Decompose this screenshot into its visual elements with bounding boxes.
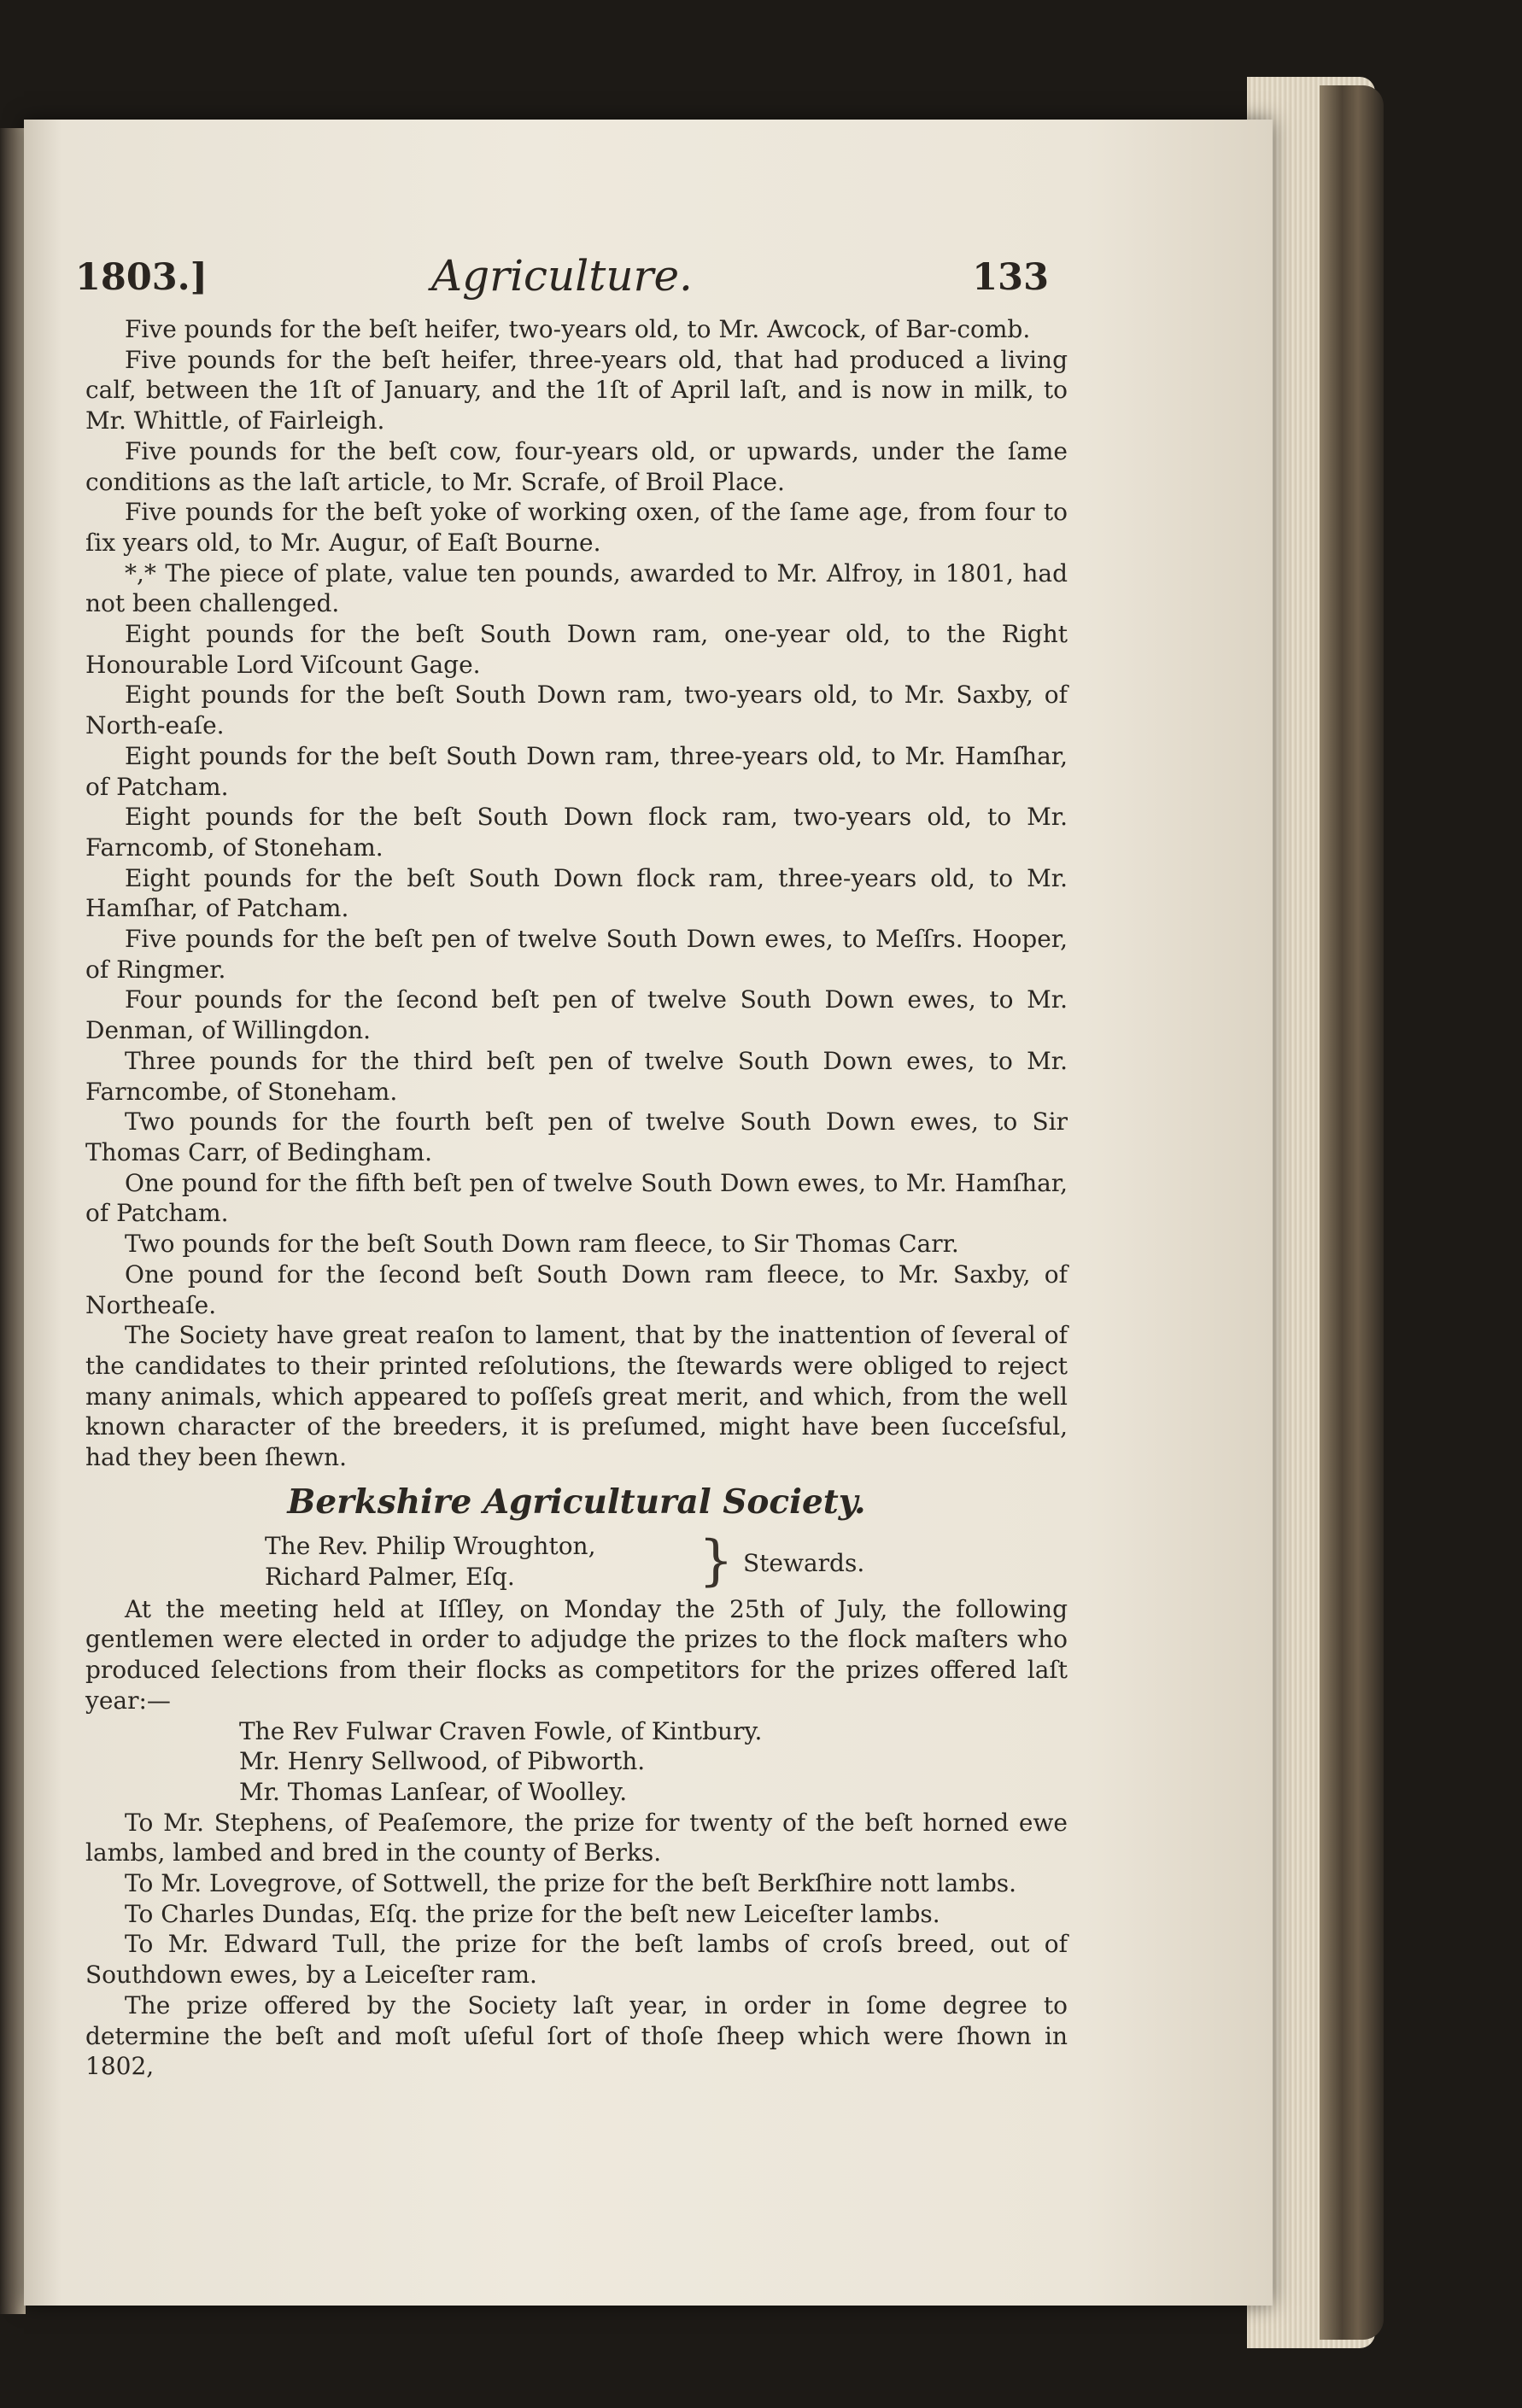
- judges-list: [239, 1716, 1068, 1808]
- running-head-year: 1803.]: [75, 256, 208, 299]
- brace-glyph: }: [699, 1528, 734, 1593]
- paragraph: Five pounds for the beſt heifer, two-years old, to Mr. Awcock, of Bar-comb.: [125, 315, 1031, 343]
- running-head-title: Agriculture.: [431, 251, 693, 301]
- judge-item: The Rev Fulwar Craven Fowle, of Kintbury.: [239, 1716, 763, 1745]
- judge-item: Mr. Henry Sellwood, of Pibworth.: [239, 1747, 646, 1776]
- paragraph: Eight pounds for the beſt South Down ram, one-year old, to the Right Honourable Lord Viſcount Gage.: [85, 620, 1068, 679]
- section-heading: Berkshire Agricultural Society.: [287, 1482, 866, 1522]
- paragraph: Two pounds for the fourth beſt pen of twelve South Down ewes, to Sir Thomas Carr, of Bedingham.: [85, 1108, 1068, 1166]
- left-page-edge: [0, 128, 26, 2314]
- page-number: 133: [972, 256, 1049, 299]
- paragraph: The prize offered by the Society laſt year, in order in ſome degree to determine the beſt and moſt uſeful ſort of thoſe ſheep which were ſhown in 1802,: [85, 1990, 1068, 2081]
- paragraph: *,* The piece of plate, value ten pounds, awarded to Mr. Alfroy, in 1801, had not been challenged.: [85, 558, 1068, 618]
- steward-name: Richard Palmer, Eſq.: [265, 1562, 515, 1591]
- stewards-label: Stewards.: [743, 1548, 865, 1577]
- paragraph: The Society have great reaſon to lament, that by the inattention of ſeveral of the candidates to their printed reſolutions, the ſtewards were obliged to reject many animals, which appeared to poſſeſs great merit, and which, from the well known character of the breeders, it is preſumed, might have been ſucceſsful, had they been ſhewn.: [85, 1321, 1068, 1472]
- paragraph: Five pounds for the beſt heifer, three-years old, that had produced a living calf, between the 1ſt of January, and the 1ſt of April laſt, and is now in milk, to Mr. Whittle, of Fairleigh.: [85, 345, 1068, 435]
- steward-name: The Rev. Philip Wroughton,: [265, 1531, 596, 1560]
- paragraph: At the meeting held at Iſſley, on Monday the 25th of July, the following gentlemen were elected in order to adjudge the prizes to the flock maſters who produced ſelections from their flocks as competitors for the prizes offered laſt year:—: [85, 1594, 1068, 1715]
- paragraph: Five pounds for the beſt yoke of working oxen, of the ſame age, from four to ſix years old, to Mr. Augur, of Eaſt Bourne.: [85, 498, 1068, 557]
- running-head: [75, 251, 1049, 307]
- paragraph: One pound for the fifth beſt pen of twelve South Down ewes, to Mr. Hamſhar, of Patcham.: [85, 1168, 1068, 1228]
- paragraph: Eight pounds for the beſt South Down ram, two-years old, to Mr. Saxby, of North-eaſe.: [85, 681, 1068, 740]
- page-body: [85, 314, 1068, 2082]
- paragraph: To Mr. Stephens, of Peaſemore, the prize for twenty of the beſt horned ewe lambs, lambed and bred in the county of Berks.: [85, 1808, 1068, 1867]
- paragraph: Five pounds for the beſt pen of twelve South Down ewes, to Meſſrs. Hooper, of Ringmer.: [85, 925, 1068, 984]
- paragraph: Three pounds for the third beſt pen of twelve South Down ewes, to Mr. Farncombe, of Stoneham.: [85, 1046, 1068, 1106]
- paragraph: Four pounds for the ſecond beſt pen of twelve South Down ewes, to Mr. Denman, of Willingdon.: [85, 985, 1068, 1045]
- paragraph: One pound for the ſecond beſt South Down ram fleece, to Mr. Saxby, of Northeaſe.: [85, 1260, 1068, 1319]
- paragraph: Two pounds for the beſt South Down ram fleece, to Sir Thomas Carr.: [125, 1230, 959, 1259]
- paragraph: To Charles Dundas, Eſq. the prize for the beſt new Leiceſter lambs.: [125, 1899, 940, 1928]
- paragraph: Eight pounds for the beſt South Down flock ram, two-years old, to Mr. Farncomb, of Stoneham.: [85, 803, 1068, 862]
- paragraph: Eight pounds for the beſt South Down flock ram, three-years old, to Mr. Hamſhar, of Patcham.: [85, 863, 1068, 923]
- stewards-block: [265, 1528, 1068, 1594]
- paragraph: Five pounds for the beſt cow, four-years old, or upwards, under the ſame conditions as the laſt article, to Mr. Scrafe, of Broil Place.: [85, 436, 1068, 496]
- judge-item: Mr. Thomas Lanſear, of Woolley.: [239, 1777, 628, 1806]
- paragraph: Eight pounds for the beſt South Down ram, three-years old, to Mr. Hamſhar, of Patcham.: [85, 741, 1068, 801]
- paragraph: To Mr. Edward Tull, the prize for the beſt lambs of croſs breed, out of Southdown ewes, by a Leiceſter ram.: [85, 1930, 1068, 1990]
- paragraph: To Mr. Lovegrove, of Sottwell, the prize for the beſt Berkſhire nott lambs.: [125, 1869, 1017, 1898]
- book-cover-edge: [1320, 85, 1384, 2340]
